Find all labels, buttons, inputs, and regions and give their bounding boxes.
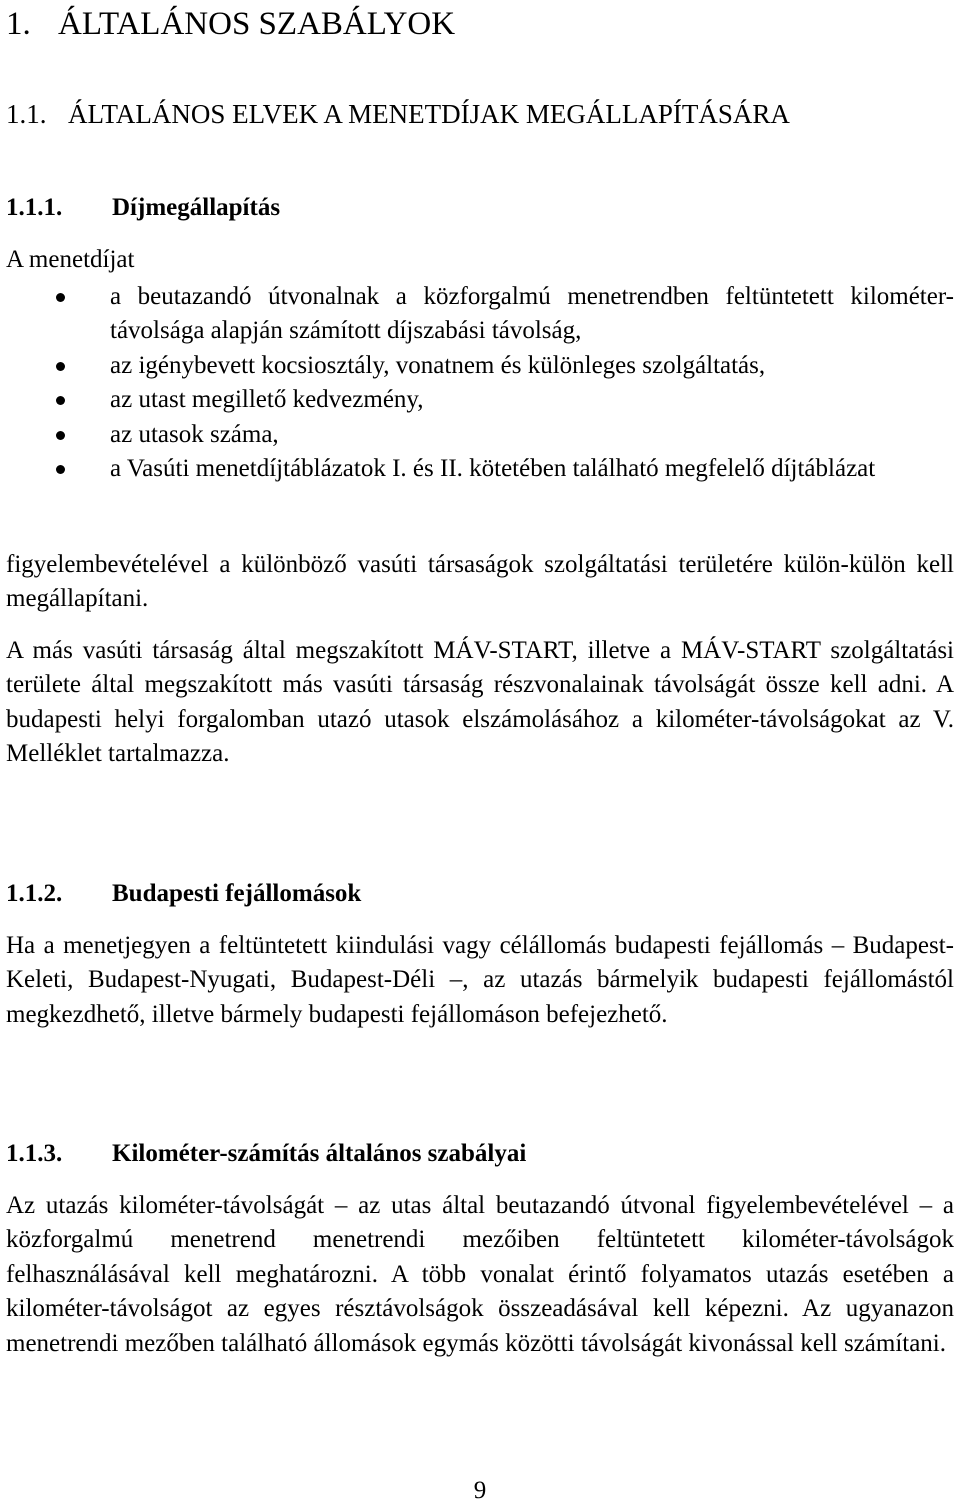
paragraph: Az utazás kilométer-távolságát – az utas által beutazandó útvonal figyelembevételével – a közforgalmú menetrend menetrendi mezőiben feltüntetett kilométer-távolságok felhasználásával kell meghatározni. A több vonalat érintő folyamatos utazás esetében a kilométer-távolságot az egyes résztávolságok összeadásával kell képezni. Az ugyanazon menetrendi mezőben található állomások egymás közötti távolságát kivonással kell számítani. xyxy=(6,1192,954,1357)
list-item xyxy=(0,383,954,417)
subsection-heading-1-1-2 xyxy=(6,877,361,911)
paragraph: A más vasúti társaság által megszakított MÁV-START, illetve a MÁV-START szolgáltatási területe által megszakított más vasúti társaság részvonalainak távolságát össze kell adni. A budapesti helyi forgalomban utazó utasok elszámolásához a kilométer-távolságokat az V. Melléklet tartalmazza. xyxy=(6,637,954,768)
section-heading xyxy=(6,96,790,132)
chapter-title: ÁLTALÁNOS SZABÁLYOK xyxy=(58,6,456,42)
bullet-icon xyxy=(56,396,65,405)
list-item xyxy=(0,349,954,383)
subsection-title: Díjmegállapítás xyxy=(112,194,281,221)
subsection-number: 1.1.3. xyxy=(6,1140,63,1167)
subsection-heading-1-1-1 xyxy=(6,191,280,225)
paragraph: Ha a menetjegyen a feltüntetett kiindulási vagy célállomás budapesti fejállomás – Budapest-Keleti, Budapest-Nyugati, Budapest-Déli –, az utazás bármelyik budapesti fejállomástól megkezdhető, illetve bármely budapesti fejállomáson befejezhető. xyxy=(6,932,954,1028)
page-number: 9 xyxy=(473,1477,487,1504)
chapter-heading xyxy=(6,2,455,46)
list-item-text: a beutazandó útvonalnak a közforgalmú menetrendben feltüntetett kilométer-távolsága alapján számított díjszabási távolság, xyxy=(110,283,954,345)
chapter-number: 1. xyxy=(6,6,31,42)
list-item-text: a Vasúti menetdíjtáblázatok I. és II. kötetében található megfelelő díjtáblázat xyxy=(110,455,876,483)
criteria-list xyxy=(0,280,960,486)
list-item xyxy=(0,280,954,349)
list-item xyxy=(0,452,954,486)
bullet-icon xyxy=(56,431,65,440)
paragraph: figyelembevételével a különböző vasúti társaságok szolgáltatási területére külön-külön kell megállapítani. xyxy=(6,551,954,613)
section-title: ÁLTALÁNOS ELVEK A MENETDÍJAK MEGÁLLAPÍTÁSÁRA xyxy=(68,99,790,129)
bullet-icon xyxy=(56,362,65,371)
subsection-title: Kilométer-számítás általános szabályai xyxy=(112,1140,527,1167)
section-number: 1.1. xyxy=(6,99,47,129)
subsection-title: Budapesti fejállomások xyxy=(112,880,362,907)
subsection-number: 1.1.1. xyxy=(6,194,63,221)
list-item-text: az utasok száma, xyxy=(110,420,279,448)
list-item-text: az igénybevett kocsiosztály, vonatnem és különleges szolgáltatás, xyxy=(110,351,766,379)
list-item xyxy=(0,418,954,452)
intro-text: A menetdíjat xyxy=(6,246,135,273)
bullet-icon xyxy=(56,293,65,302)
subsection-number: 1.1.2. xyxy=(6,880,63,907)
subsection-heading-1-1-3 xyxy=(6,1137,526,1171)
bullet-icon xyxy=(56,465,65,474)
list-item-text: az utast megillető kedvezmény, xyxy=(110,386,424,414)
